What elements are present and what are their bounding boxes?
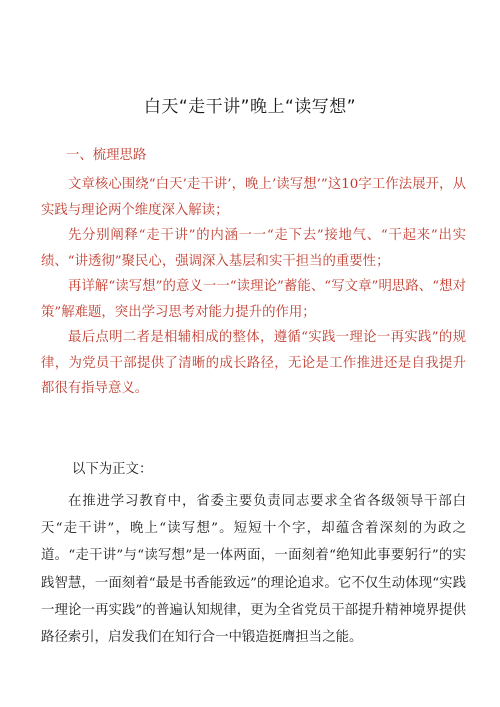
body-paragraph-1: 在推进学习教育中，省委主要负责同志要求全省各级领导干部白天“走干讲”，晚上“读写想”。短短十个字，却蕴含着深刻的为政之道。“走干讲”与“读写想”是一体两面，一面刻着“绝知此事要躬行”的实践智慧，一面刻着“最是书香能致远”的理论追求。它不仅生动体现“实践一理论一再实践”的普遍认知规律，更为全省党员干部提升精神境界提供路径索引，启发我们在知行合一中锻造挺膺担当之能。 <box>41 494 466 646</box>
outline-heading: 一、梳理思路 <box>66 148 147 163</box>
document-title: 白天“走干讲”晚上“读写想” <box>143 97 357 117</box>
outline-paragraph-2: 先分别阐释“走干讲”的内涵一一“走下去”接地气、“干起来”出实绩、“讲透彻”聚民心，强调深入基层和实干担当的重要性； <box>41 228 466 269</box>
outline-paragraph-1: 文章核心围绕“白天’走干讲’，晚上’读写想’”这10字工作法展开，从实践与理论两个维度深入解读； <box>41 177 466 218</box>
outline-paragraph-4: 最后点明二者是相辅相成的整体，遵循“实践一理论一再实践”的规律，为党员干部提供了清晰的成长路径，无论是工作推进还是自我提升都很有指导意义。 <box>41 330 466 396</box>
body-intro: 以下为正文： <box>72 462 153 477</box>
body-section <box>41 460 466 651</box>
outline-section <box>41 146 466 402</box>
outline-paragraph-3: 再详解“读写想”的意义一一“读理论”蓄能、“写文章”明思路、“想对策”解难题，突出学习思考对能力提升的作用； <box>41 279 466 320</box>
